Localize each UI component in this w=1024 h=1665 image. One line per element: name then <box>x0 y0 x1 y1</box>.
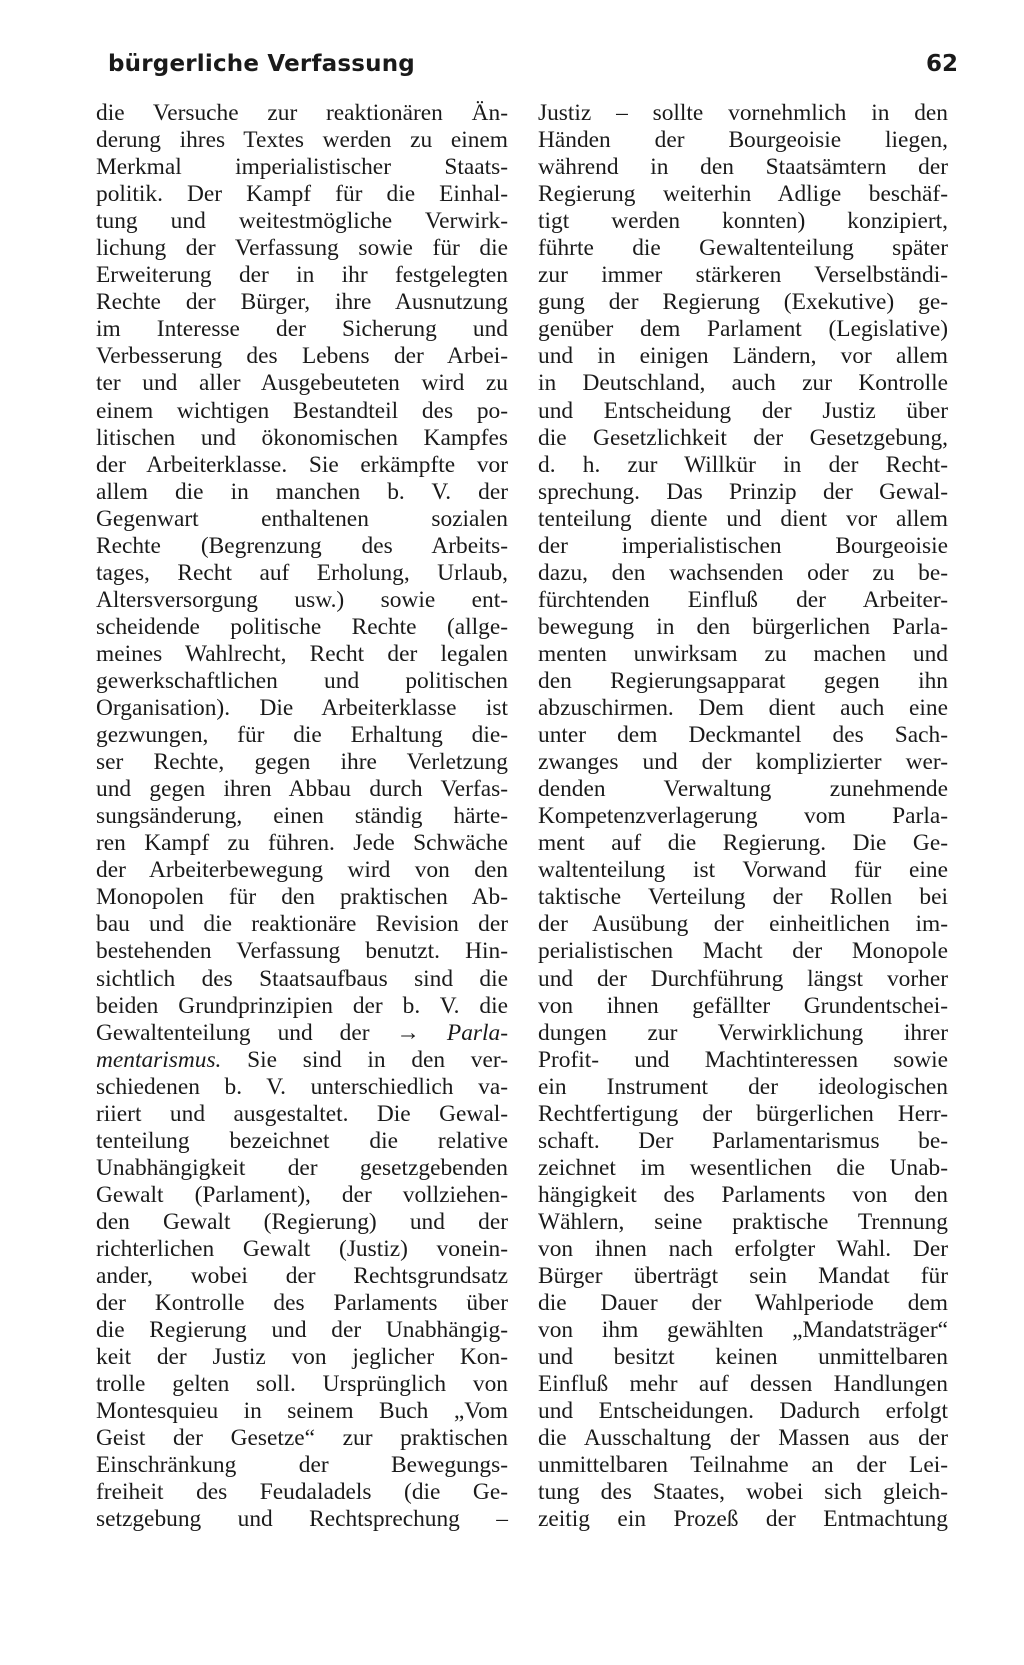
text-segment: freiheit des Feudaladels (die Ge- <box>96 1479 508 1506</box>
text-segment: tenteilung bezeichnet die relative <box>96 1127 508 1154</box>
text-line: genüber dem Parlament (Legislative) <box>538 316 948 343</box>
text-segment: einem wichtigen Bestandteil des po- <box>96 397 508 424</box>
text-line <box>96 1020 508 1047</box>
text-line <box>96 830 508 857</box>
text-segment: Geist der Gesetze“ zur praktischen <box>96 1425 508 1452</box>
text-line: Profit- und Machtinteressen sowie <box>538 1046 948 1073</box>
text-line <box>96 911 508 938</box>
text-line <box>96 1452 508 1479</box>
text-segment: Rechte der Bürger, ihre Ausnutzung <box>96 289 508 316</box>
text-line: während in den Staatsämtern der <box>538 154 948 181</box>
text-line <box>96 668 508 695</box>
text-line: abzuschirmen. Dem dient auch eine <box>538 695 948 722</box>
text-segment: tages, Recht auf Erholung, Urlaub, <box>96 559 508 586</box>
text-segment: Merkmal imperialistischer Staats- <box>96 154 508 181</box>
text-line: die Ausschaltung der Massen aus der <box>538 1425 948 1452</box>
text-line <box>96 1398 508 1425</box>
text-line: sprechung. Das Prinzip der Gewal- <box>538 478 948 505</box>
text-line: den Regierungsapparat gegen ihn <box>538 667 948 694</box>
text-line: die Gesetzlichkeit der Gesetzgebung, <box>538 424 948 451</box>
text-line <box>96 749 508 776</box>
text-line: Einfluß mehr auf dessen Handlungen <box>538 1371 948 1398</box>
text-line: der imperialistischen Bourgeoisie <box>538 532 948 559</box>
text-segment: Gewalt (Parlament), der vollziehen- <box>96 1181 508 1208</box>
text-line <box>96 966 508 993</box>
text-line: denden Verwaltung zunehmende <box>538 776 948 803</box>
text-segment: Rechte (Begrenzung des Arbeits- <box>96 532 508 559</box>
text-segment: meines Wahlrecht, Recht der legalen <box>96 640 508 667</box>
text-line: ment auf die Regierung. Die Ge- <box>538 830 948 857</box>
text-line: und besitzt keinen unmittelbaren <box>538 1344 948 1371</box>
text-line: der Ausübung der einheitlichen im- <box>538 911 948 938</box>
text-line <box>96 289 508 316</box>
text-line <box>96 884 508 911</box>
right-text-column <box>538 100 948 1533</box>
text-segment: Monopolen für den praktischen Ab- <box>96 884 508 911</box>
text-line: waltenteilung ist Vorwand für eine <box>538 857 948 884</box>
text-line <box>96 425 508 452</box>
text-line: zwanges und der komplizierter wer- <box>538 749 948 776</box>
text-line: unmittelbaren Teilnahme an der Lei- <box>538 1452 948 1479</box>
text-line <box>96 1101 508 1128</box>
text-segment: sichtlich des Staatsaufbaus sind die <box>96 965 508 992</box>
text-line <box>96 181 508 208</box>
text-segment: der Arbeiterbewegung wird von den <box>96 857 508 884</box>
text-line <box>96 208 508 235</box>
text-segment: bestehenden Verfassung benutzt. Hin- <box>96 938 508 965</box>
text-segment: richterlichen Gewalt (Justiz) vonein- <box>96 1235 508 1262</box>
text-segment: politik. Der Kampf für die Einhal- <box>96 181 508 208</box>
text-segment: Gewaltenteilung und der → <box>96 1019 447 1046</box>
text-segment: setzgebung und Rechtsprechung – <box>96 1506 508 1533</box>
text-line: Regierung weiterhin Adlige beschäf- <box>538 181 948 208</box>
text-segment: der Arbeiterklasse. Sie erkämpfte vor <box>96 451 508 478</box>
text-line <box>96 370 508 397</box>
text-line <box>96 1344 508 1371</box>
text-line <box>96 127 508 154</box>
text-segment: Einschränkung der Bewegungs- <box>96 1452 508 1479</box>
text-line: Händen der Bourgeoisie liegen, <box>538 127 948 154</box>
text-line <box>96 993 508 1020</box>
text-segment: Unabhängigkeit der gesetzgebenden <box>96 1154 508 1181</box>
text-line <box>96 1263 508 1290</box>
text-line <box>96 154 508 181</box>
text-segment: gezwungen, für die Erhaltung die- <box>96 722 508 749</box>
page-number: 62 <box>925 51 958 77</box>
text-line <box>96 452 508 479</box>
text-line: von ihnen gefällter Grundentschei- <box>538 992 948 1019</box>
text-line: ein Instrument der ideologischen <box>538 1073 948 1100</box>
text-segment: sungsänderung, einen ständig härte- <box>96 803 508 830</box>
text-line: tigt werden konnten) konzipiert, <box>538 208 948 235</box>
text-line: unter dem Deckmantel des Sach- <box>538 722 948 749</box>
left-text-column <box>96 100 508 1533</box>
text-line <box>96 262 508 289</box>
text-line <box>96 316 508 343</box>
text-segment: Erweiterung der in ihr festgelegten <box>96 262 508 289</box>
text-line: zeichnet im wesentlichen die Unab- <box>538 1154 948 1181</box>
text-segment: derung ihres Textes werden zu einem <box>96 127 508 154</box>
text-line <box>96 506 508 533</box>
text-line <box>96 1425 508 1452</box>
text-segment: der Kontrolle des Parlaments über <box>96 1290 508 1317</box>
text-line <box>96 803 508 830</box>
text-line <box>96 560 508 587</box>
text-line <box>96 641 508 668</box>
text-segment: Verbesserung des Lebens der Arbei- <box>96 343 508 370</box>
text-segment: ren Kampf zu führen. Jede Schwäche <box>96 830 508 857</box>
text-line <box>96 343 508 370</box>
text-line <box>96 1506 508 1533</box>
text-segment: beiden Grundprinzipien der b. V. die <box>96 992 508 1019</box>
section-title: bürgerliche Verfassung <box>108 51 415 77</box>
text-segment: bau und die reaktionäre Revision der <box>96 911 508 938</box>
text-line: tenteilung diente und dient vor allem <box>538 505 948 532</box>
text-line: hängigkeit des Parlaments von den <box>538 1181 948 1208</box>
text-segment: den Gewalt (Regierung) und der <box>96 1208 508 1235</box>
text-line <box>96 1182 508 1209</box>
italic-term: Parla- <box>446 1019 508 1046</box>
text-segment: keit der Justiz von jeglicher Kon- <box>96 1344 508 1371</box>
text-line <box>96 1047 508 1074</box>
text-segment: und gegen ihren Abbau durch Verfas- <box>96 776 508 803</box>
text-line <box>96 235 508 262</box>
text-line: Justiz – sollte vornehmlich in den <box>538 100 948 126</box>
text-line <box>96 1209 508 1236</box>
text-segment: ser Rechte, gegen ihre Verletzung <box>96 749 508 776</box>
text-line: gung der Regierung (Exekutive) ge- <box>538 289 948 316</box>
text-line: und Entscheidungen. Dadurch erfolgt <box>538 1398 948 1425</box>
text-line: Wählern, seine praktische Trennung <box>538 1208 948 1235</box>
text-line: tung des Staates, wobei sich gleich- <box>538 1479 948 1506</box>
text-line <box>96 587 508 614</box>
text-segment: Altersversorgung usw.) sowie ent- <box>96 586 508 613</box>
text-segment: Montesquieu in seinem Buch „Vom <box>96 1398 508 1425</box>
text-segment: litischen und ökonomischen Kampfes <box>96 424 508 451</box>
text-line <box>96 722 508 749</box>
text-line: Kompetenzverlagerung vom Parla- <box>538 803 948 830</box>
text-line: Rechtfertigung der bürgerlichen Herr- <box>538 1100 948 1127</box>
text-segment: trolle gelten soll. Ursprünglich von <box>96 1371 508 1398</box>
text-segment: allem die in manchen b. V. der <box>96 478 508 505</box>
text-line: perialistischen Macht der Monopole <box>538 938 948 965</box>
text-segment: Organisation). Die Arbeiterklasse ist <box>96 695 508 722</box>
running-header <box>108 44 958 84</box>
text-line: d. h. zur Willkür in der Recht- <box>538 451 948 478</box>
text-segment: schiedenen b. V. unterschiedlich va- <box>96 1073 508 1100</box>
text-line: dungen zur Verwirklichung ihrer <box>538 1019 948 1046</box>
text-segment: lichung der Verfassung sowie für die <box>96 235 508 262</box>
text-line <box>96 1290 508 1317</box>
text-line <box>96 1236 508 1263</box>
text-line <box>96 1317 508 1344</box>
italic-term: mentarismus. <box>96 1046 222 1073</box>
text-segment: tung und weitestmögliche Verwirk- <box>96 208 508 235</box>
text-segment: die Regierung und der Unabhängig- <box>96 1317 508 1344</box>
text-segment: scheidende politische Rechte (allge- <box>96 613 508 640</box>
text-line: menten unwirksam zu machen und <box>538 640 948 667</box>
text-segment: die Versuche zur reaktionären Än- <box>96 100 508 126</box>
text-line <box>96 1479 508 1506</box>
text-line: taktische Verteilung der Rollen bei <box>538 884 948 911</box>
text-line: führte die Gewaltenteilung später <box>538 235 948 262</box>
text-segment: im Interesse der Sicherung und <box>96 316 508 343</box>
text-line <box>96 1128 508 1155</box>
text-line <box>96 533 508 560</box>
text-line: Bürger überträgt sein Mandat für <box>538 1263 948 1290</box>
text-line <box>96 100 508 127</box>
text-segment: riiert und ausgestaltet. Die Gewal- <box>96 1100 508 1127</box>
text-segment: ander, wobei der Rechtsgrundsatz <box>96 1263 508 1290</box>
text-line <box>96 479 508 506</box>
text-line: und Entscheidung der Justiz über <box>538 397 948 424</box>
text-line <box>96 1074 508 1101</box>
text-line <box>96 1371 508 1398</box>
text-line <box>96 695 508 722</box>
text-line: und der Durchführung längst vorher <box>538 965 948 992</box>
text-line <box>96 776 508 803</box>
text-line <box>96 614 508 641</box>
text-line <box>96 857 508 884</box>
text-line <box>96 398 508 425</box>
text-line: von ihm gewählten „Mandatsträger“ <box>538 1317 948 1344</box>
text-line: zur immer stärkeren Verselbständi- <box>538 262 948 289</box>
text-line: in Deutschland, auch zur Kontrolle <box>538 370 948 397</box>
text-line: von ihnen nach erfolgter Wahl. Der <box>538 1235 948 1262</box>
text-line: schaft. Der Parlamentarismus be- <box>538 1127 948 1154</box>
text-line: bewegung in den bürgerlichen Parla- <box>538 613 948 640</box>
text-line: fürchtenden Einfluß der Arbeiter- <box>538 586 948 613</box>
text-line: zeitig ein Prozeß der Entmachtung <box>538 1506 948 1533</box>
text-segment: gewerkschaftlichen und politischen <box>96 667 508 694</box>
text-segment: Sie sind in den ver- <box>221 1046 508 1073</box>
text-line <box>96 938 508 965</box>
text-segment: Gegenwart enthaltenen sozialen <box>96 505 508 532</box>
text-line: die Dauer der Wahlperiode dem <box>538 1290 948 1317</box>
text-line <box>96 1155 508 1182</box>
text-segment: ter und aller Ausgebeuteten wird zu <box>96 370 508 397</box>
text-line: und in einigen Ländern, vor allem <box>538 343 948 370</box>
text-line: dazu, den wachsenden oder zu be- <box>538 559 948 586</box>
